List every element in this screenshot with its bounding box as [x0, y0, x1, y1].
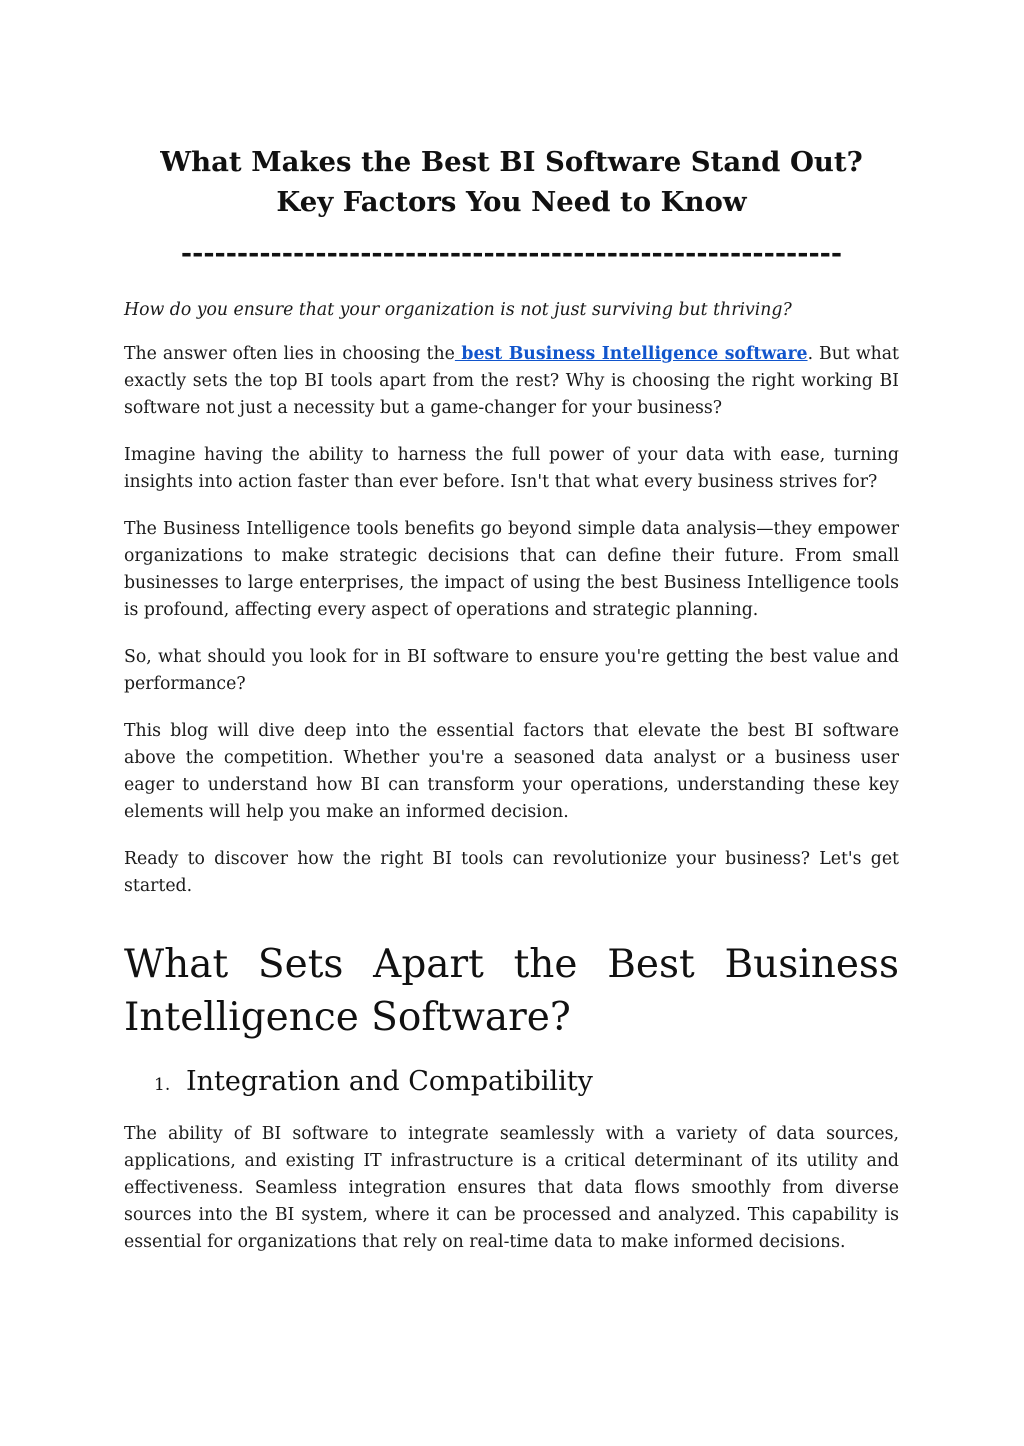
heading-word: Apart — [373, 942, 484, 987]
dashed-divider: ----------------------------------------------------------- — [180, 239, 843, 269]
paragraph-blog-intro: This blog will dive deep into the essential factors that elevate the best BI software above the competition. Whether you're a seasoned data analyst or a business user eager to understand how BI can transform your operations, understanding these key elements will help you make an informed decision. — [124, 721, 899, 822]
heading-word: Best — [607, 942, 695, 987]
heading-word: What — [124, 942, 229, 987]
section-heading — [124, 938, 899, 1044]
paragraph-imagine: Imagine having the ability to harness the full power of your data with ease, turning insights into action faster than ever before. Isn't that what every business strives for? — [124, 445, 899, 492]
title-line-2: Key Factors You Need to Know — [276, 186, 747, 218]
subsection-heading — [154, 1064, 899, 1103]
section-heading-line-1 — [124, 938, 899, 991]
paragraph-answer — [124, 341, 899, 422]
intro-question: How do you ensure that your organization is not just surviving but thriving? — [124, 300, 792, 320]
section-heading-line-2: Intelligence Software? — [124, 995, 571, 1040]
bi-software-link[interactable]: best Business Intelligence software — [454, 344, 808, 364]
paragraph-integration: The ability of BI software to integrate seamlessly with a variety of data sources, applications, and existing IT infrastructure is a critical determinant of its utility and effectiveness. Seamless integration ensures that data flows smoothly from diverse sources into the BI system, where it can be processed and analyzed. This capability is essential for organizations that rely on real-time data to make informed decisions. — [124, 1124, 899, 1252]
paragraph-ready: Ready to discover how the right BI tools can revolutionize your business? Let's get started. — [124, 849, 899, 896]
heading-word: the — [513, 942, 578, 987]
heading-word: Business — [724, 942, 899, 987]
subsection-number: 1. — [154, 1075, 171, 1095]
subsection-title: Integration and Compatibility — [186, 1066, 593, 1097]
paragraph-question: So, what should you look for in BI software to ensure you're getting the best value and performance? — [124, 647, 899, 694]
document-title — [124, 142, 899, 222]
paragraph-answer-after: . But what exactly sets the top BI tools apart from the rest? Why is choosing the right working BI software not just a necessity but a game-changer for your business? — [124, 344, 899, 418]
paragraph-answer-before: The answer often lies in choosing the — [124, 344, 455, 364]
paragraph-benefits: The Business Intelligence tools benefits go beyond simple data analysis—they empower organizations to make strategic decisions that can define their future. From small businesses to large enterprises, the impact of using the best Business Intelligence tools is profound, affecting every aspect of operations and strategic planning. — [124, 519, 899, 620]
heading-word: Sets — [257, 942, 344, 987]
title-line-1: What Makes the Best BI Software Stand Out? — [160, 146, 863, 178]
